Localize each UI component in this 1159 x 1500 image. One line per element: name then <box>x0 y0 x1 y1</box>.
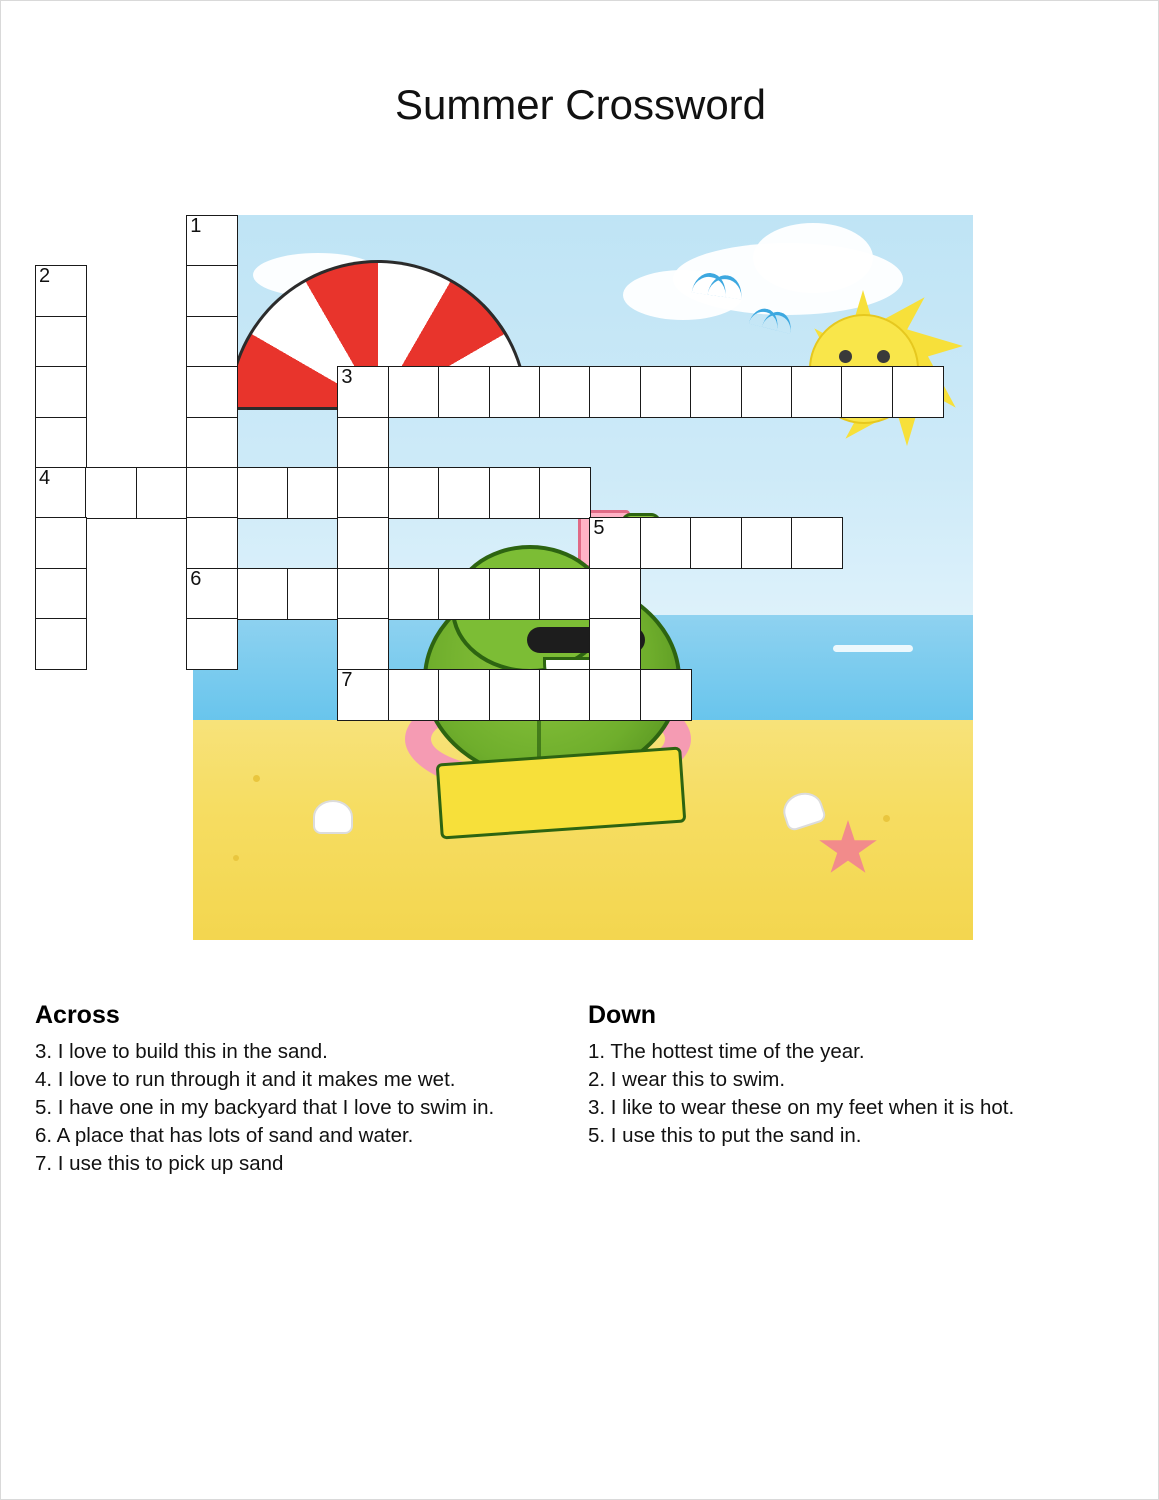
crossword-cell[interactable] <box>186 366 238 418</box>
crossword-cell[interactable] <box>489 568 541 620</box>
crossword-cell[interactable] <box>287 467 339 519</box>
crossword-cell[interactable] <box>539 669 591 721</box>
crossword-cell[interactable] <box>489 467 541 519</box>
crossword-cell[interactable] <box>35 366 87 418</box>
crossword-cell[interactable] <box>337 618 389 670</box>
crossword-cell[interactable] <box>388 568 440 620</box>
crossword-cell[interactable] <box>589 618 641 670</box>
cell-number: 1 <box>190 215 202 237</box>
cell-number: 7 <box>341 668 353 691</box>
crossword-cell[interactable] <box>489 669 541 721</box>
crossword-cell[interactable] <box>186 417 238 469</box>
across-clues <box>35 1001 555 1178</box>
clue-item: 3. I love to build this in the sand. <box>35 1040 328 1063</box>
crossword-cell[interactable] <box>337 366 389 418</box>
crossword-cell[interactable] <box>35 265 87 317</box>
crossword-cell[interactable] <box>35 467 87 519</box>
crossword-cell[interactable] <box>438 467 490 519</box>
down-clue-list <box>588 1038 1128 1150</box>
clue-item: 6. A place that has lots of sand and water. <box>35 1124 414 1147</box>
crossword-cell[interactable] <box>741 366 793 418</box>
crossword-cell[interactable] <box>589 517 641 569</box>
crossword-cell[interactable] <box>35 517 87 569</box>
crossword-cell[interactable] <box>388 467 440 519</box>
crossword-cell[interactable] <box>841 366 893 418</box>
crossword-cell[interactable] <box>892 366 944 418</box>
cell-number: 4 <box>39 467 51 489</box>
crossword-cell[interactable] <box>35 568 87 620</box>
crossword-cell[interactable] <box>438 669 490 721</box>
crossword-cell[interactable] <box>589 568 641 620</box>
crossword-cell[interactable] <box>35 417 87 469</box>
crossword-cell[interactable] <box>791 366 843 418</box>
crossword-cell[interactable] <box>640 366 692 418</box>
crossword-cell[interactable] <box>186 618 238 670</box>
crossword-cell[interactable] <box>337 669 389 721</box>
crossword-cell[interactable] <box>35 618 87 670</box>
across-clue-list <box>35 1038 555 1178</box>
crossword-grid[interactable] <box>35 215 985 940</box>
cell-number: 5 <box>593 517 605 540</box>
cell-number: 2 <box>39 265 51 288</box>
crossword-cell[interactable] <box>438 366 490 418</box>
crossword-cell[interactable] <box>337 467 389 519</box>
crossword-cell[interactable] <box>690 366 742 418</box>
crossword-cell[interactable] <box>388 669 440 721</box>
down-clues <box>588 1001 1128 1150</box>
crossword-cell[interactable] <box>35 316 87 368</box>
crossword-cell[interactable] <box>640 669 692 721</box>
clue-item: 1. The hottest time of the year. <box>588 1040 865 1063</box>
crossword-cell[interactable] <box>237 568 289 620</box>
crossword-cell[interactable] <box>186 265 238 317</box>
crossword-cell[interactable] <box>388 366 440 418</box>
cell-number: 6 <box>190 567 202 590</box>
crossword-cell[interactable] <box>539 467 591 519</box>
crossword-cell[interactable] <box>489 366 541 418</box>
across-heading: Across <box>35 1001 120 1029</box>
clue-item: 3. I like to wear these on my feet when it is hot. <box>588 1096 1015 1119</box>
crossword-cell[interactable] <box>539 568 591 620</box>
crossword-cell[interactable] <box>589 366 641 418</box>
crossword-cell[interactable] <box>791 517 843 569</box>
page-title: Summer Crossword <box>394 81 767 128</box>
crossword-cell[interactable] <box>438 568 490 620</box>
crossword-cell[interactable] <box>186 517 238 569</box>
crossword-cell[interactable] <box>186 467 238 519</box>
crossword-cell[interactable] <box>287 568 339 620</box>
crossword-cell[interactable] <box>539 366 591 418</box>
crossword-cell[interactable] <box>85 467 137 519</box>
crossword-cell[interactable] <box>186 568 238 620</box>
crossword-cell[interactable] <box>640 517 692 569</box>
crossword-cell[interactable] <box>337 517 389 569</box>
crossword-cell[interactable] <box>741 517 793 569</box>
clue-item: 5. I use this to put the sand in. <box>588 1124 862 1147</box>
crossword-cell[interactable] <box>237 467 289 519</box>
clue-item: 7. I use this to pick up sand <box>35 1152 284 1175</box>
crossword-cell[interactable] <box>337 568 389 620</box>
down-heading: Down <box>588 1001 657 1029</box>
crossword-cell[interactable] <box>136 467 188 519</box>
crossword-puzzle <box>35 215 985 940</box>
crossword-cell[interactable] <box>690 517 742 569</box>
clue-item: 2. I wear this to swim. <box>588 1068 786 1091</box>
crossword-cell[interactable] <box>186 215 238 267</box>
crossword-cell[interactable] <box>337 417 389 469</box>
crossword-cell[interactable] <box>186 316 238 368</box>
cell-number: 3 <box>341 366 353 389</box>
crossword-cell[interactable] <box>589 669 641 721</box>
clue-item: 5. I have one in my backyard that I love to swim in. <box>35 1096 495 1119</box>
clue-item: 4. I love to run through it and it makes me wet. <box>35 1068 456 1091</box>
